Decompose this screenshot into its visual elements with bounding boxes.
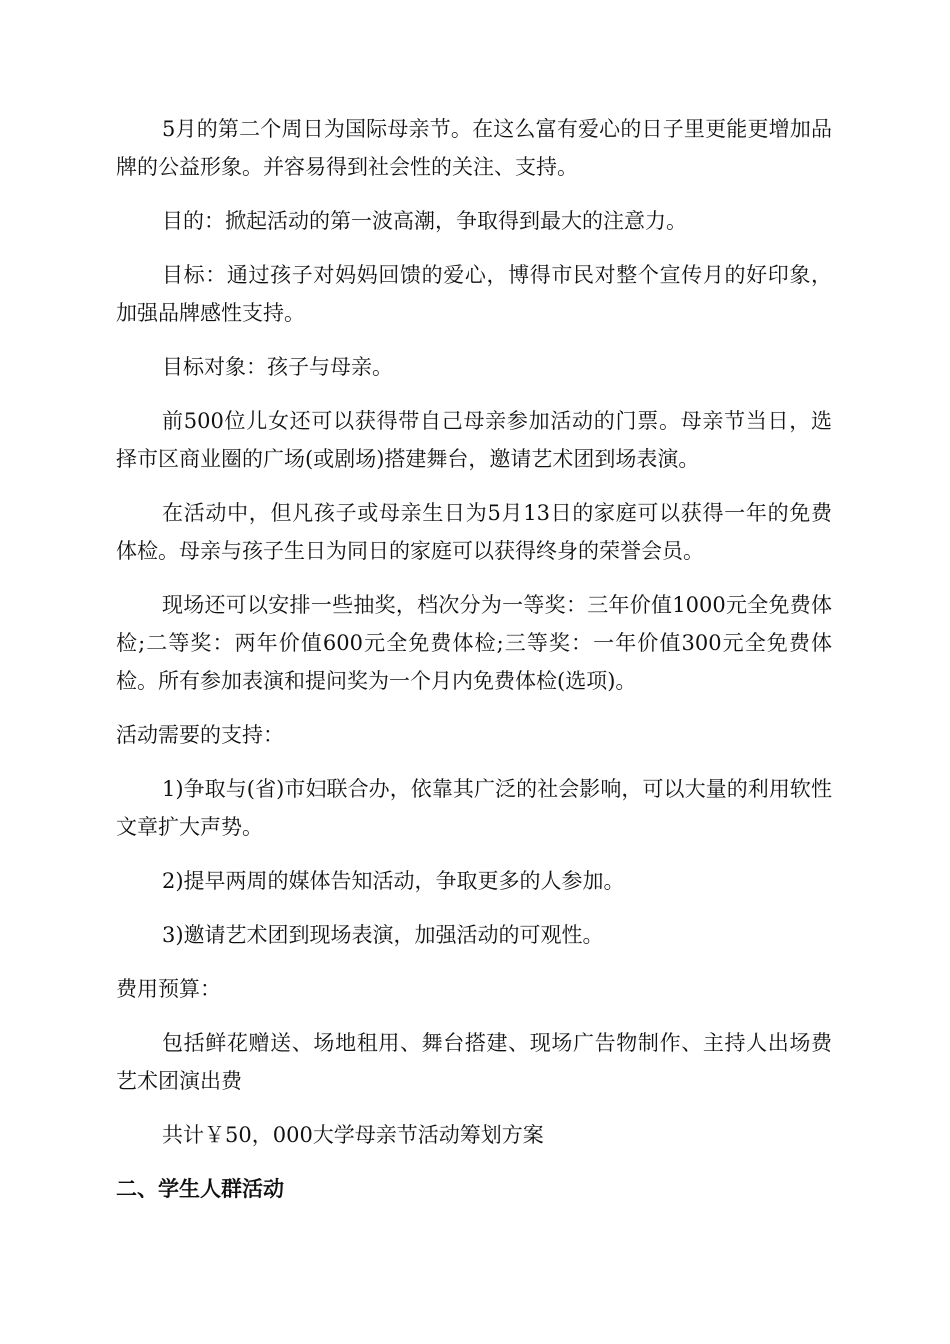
- paragraph-support-1: 1)争取与(省)市妇联合办，依靠其广泛的社会影响，可以大量的利用软性文章扩大声势。: [116, 777, 832, 839]
- paragraph-target-audience: 目标对象：孩子与母亲。: [162, 355, 393, 379]
- document-body: [116, 110, 832, 1208]
- paragraph-birthday-offer: 在活动中，但凡孩子或母亲生日为5月13日的家庭可以获得一年的免费体检。母亲与孩子生日为同日的家庭可以获得终身的荣誉会员。: [116, 501, 832, 563]
- paragraph-support-label: 活动需要的支持：: [116, 723, 284, 747]
- section-heading: 二、学生人群活动: [116, 1177, 284, 1201]
- paragraph-budget-label: 费用预算：: [116, 977, 221, 1001]
- paragraph-support-2: 2)提早两周的媒体告知活动，争取更多的人参加。: [162, 869, 625, 893]
- paragraph-lottery: 现场还可以安排一些抽奖，档次分为一等奖：三年价值1000元全免费体检;二等奖：两年价值600元全免费体检;三等奖：一年价值300元全免费体检。所有参加表演和提问奖为一个月内免费体检(选项)。: [116, 593, 832, 693]
- paragraph-purpose: 目的：掀起活动的第一波高潮，争取得到最大的注意力。: [162, 209, 687, 233]
- paragraph-support-3: 3)邀请艺术团到现场表演，加强活动的可观性。: [162, 923, 604, 947]
- paragraph-goal: 目标：通过孩子对妈妈回馈的爱心，博得市民对整个宣传月的好印象，加强品牌感性支持。: [116, 263, 832, 325]
- paragraph-tickets: 前500位儿女还可以获得带自己母亲参加活动的门票。母亲节当日，选择市区商业圈的广场(或剧场)搭建舞台，邀请艺术团到场表演。: [116, 409, 832, 471]
- paragraph-budget-total: 共计￥50，000大学母亲节活动筹划方案: [162, 1123, 544, 1147]
- paragraph-budget-items: 包括鲜花赠送、场地租用、舞台搭建、现场广告物制作、主持人出场费艺术团演出费: [116, 1031, 832, 1093]
- paragraph-intro: 5月的第二个周日为国际母亲节。在这么富有爱心的日子里更能更增加品牌的公益形象。并容易得到社会性的关注、支持。: [116, 117, 832, 179]
